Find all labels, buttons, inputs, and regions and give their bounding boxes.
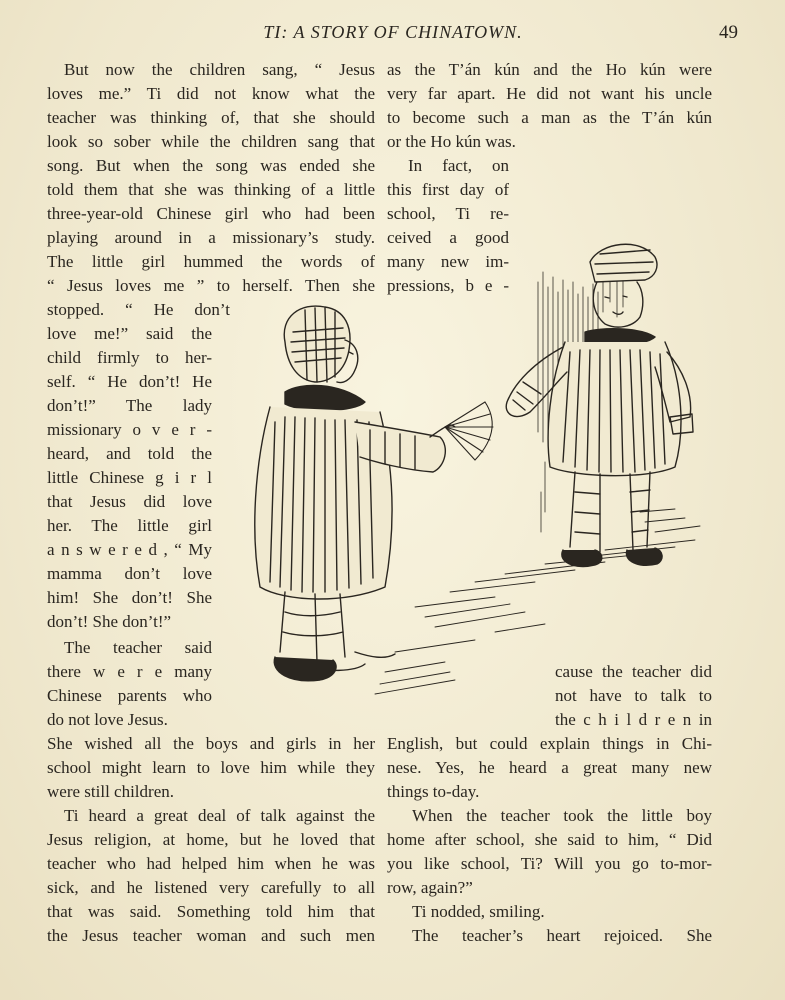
text-line: teacher was thinking of, that she should xyxy=(47,108,375,127)
text-line: don’t! She don’t!” xyxy=(47,612,172,631)
text-line: love me!” said the xyxy=(47,324,212,343)
text-line: Ti heard a great deal of talk against the xyxy=(64,806,375,825)
text-line: playing around in a missionary’s study. xyxy=(47,228,375,247)
text-line: teacher who had helped him when he was xyxy=(47,854,375,873)
text-line: school, Ti re- xyxy=(387,204,509,223)
text-line: her. The little girl xyxy=(47,516,212,535)
text-line: The little girl hummed the words of xyxy=(47,252,375,271)
text-line: Ti nodded, smiling. xyxy=(412,902,545,921)
text-line: child firmly to her- xyxy=(47,348,212,367)
text-line: nese. Yes, he heard a great many new xyxy=(387,758,712,777)
text-line: that was said. Something told him that xyxy=(47,902,375,921)
text-line: sick, and he listened very carefully to all xyxy=(47,878,375,897)
text-line: a n s w e r e d , “ My xyxy=(47,540,212,559)
text-line: the Jesus teacher woman and such men xyxy=(47,926,375,945)
left-child-figure xyxy=(255,306,455,681)
folding-fan xyxy=(445,402,493,460)
text-line: do not love Jesus. xyxy=(47,710,168,729)
text-line: things to-day. xyxy=(387,782,480,801)
text-line: But now the children sang, “ Jesus xyxy=(64,60,375,79)
text-line: Chinese parents who xyxy=(47,686,212,705)
text-line: home after school, she said to him, “ Did xyxy=(387,830,712,849)
text-line: you like school, Ti? Will you go to-mor- xyxy=(387,854,712,873)
text-line: loves me.” Ti did not know what the xyxy=(47,84,375,103)
right-child-figure xyxy=(506,244,693,566)
text-line: mamma don’t love xyxy=(47,564,212,583)
text-line: Jesus religion, at home, but he loved that xyxy=(47,830,375,849)
text-line: this first day of xyxy=(387,180,509,199)
text-line: don’t!” The lady xyxy=(47,396,212,415)
text-line: song. But when the song was ended she xyxy=(47,156,375,175)
text-line: school might learn to love him while they xyxy=(47,758,375,777)
text-line: pressions, b e - xyxy=(387,276,509,295)
text-line: many new im- xyxy=(387,252,509,271)
text-line: were still children. xyxy=(47,782,174,801)
illustration-children-with-fan xyxy=(245,232,710,722)
text-line: told them that she was thinking of a little xyxy=(47,180,375,199)
text-line: him! She don’t! She xyxy=(47,588,212,607)
text-line: as the T’án kún and the Ho kún were xyxy=(387,60,712,79)
text-line: very far apart. He did not want his uncle xyxy=(387,84,712,103)
text-line: The teacher said xyxy=(64,638,212,657)
text-line: English, but could explain things in Chi- xyxy=(387,734,712,753)
text-line: heard, and told the xyxy=(47,444,212,463)
text-line: The teacher’s heart rejoiced. She xyxy=(412,926,712,945)
running-head: TI: A STORY OF CHINATOWN. xyxy=(263,22,523,42)
text-line: three-year-old Chinese girl who had been xyxy=(47,204,375,223)
text-line: to become such a man as the T’án kún xyxy=(387,108,712,127)
page-header xyxy=(48,22,738,46)
text-line: “ Jesus loves me ” to herself. Then she xyxy=(47,276,375,295)
text-line: the c h i l d r e n in xyxy=(555,710,712,729)
text-line: there w e r e many xyxy=(47,662,212,681)
text-line: ceived a good xyxy=(387,228,509,247)
text-line: When the teacher took the little boy xyxy=(412,806,712,825)
text-line: stopped. “ He don’t xyxy=(47,300,230,319)
text-line: self. “ He don’t! He xyxy=(47,372,212,391)
text-line: missionary o v e r - xyxy=(47,420,212,439)
text-line: or the Ho kún was. xyxy=(387,132,516,151)
floor-shading xyxy=(375,509,700,694)
text-line: little Chinese g i r l xyxy=(47,468,212,487)
text-line: cause the teacher did xyxy=(555,662,712,681)
text-line: row, again?” xyxy=(387,878,473,897)
page-number: 49 xyxy=(719,22,738,43)
text-line: look so sober while the children sang that xyxy=(47,132,375,151)
text-line: that Jesus did love xyxy=(47,492,212,511)
text-line: not have to talk to xyxy=(555,686,712,705)
text-line: In fact, on xyxy=(408,156,509,175)
text-line: She wished all the boys and girls in her xyxy=(47,734,375,753)
